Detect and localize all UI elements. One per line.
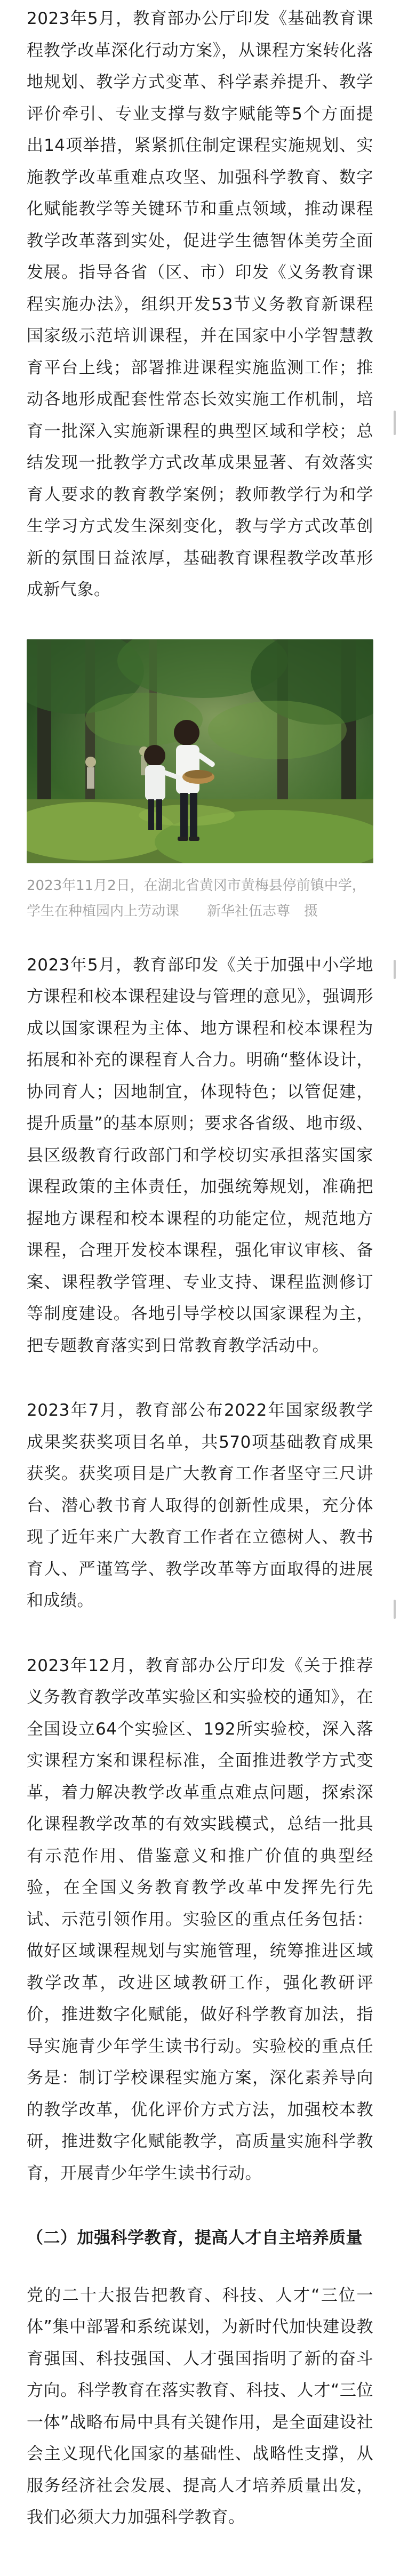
scrollbar-thumb-secondary[interactable] xyxy=(394,960,396,979)
news-photo xyxy=(27,639,373,863)
section-heading-science-education: （二）加强科学教育，提高人才自主培养质量 xyxy=(27,2228,363,2248)
paragraph-science-education: 党的二十大报告把教育、科技、人才“三位一体”集中部署和系统谋划，为新时代加快建设教育强国、科技强国、人才强国指明了新的奋斗方向。科学教育在落实教育、科技、人才“三位一体”战略布局中具有关键作用，是全面建设社会主义现代化国家的基础性、战略性支撑，从服务经济社会发展、提高人才培养质量出发，我们必须大力加强科学教育。 xyxy=(27,2285,373,2527)
photo-caption: 2023年11月2日，在湖北省黄冈市黄梅县停前镇中学，学生在种植园内上劳动课 新华社伍志尊 摄 xyxy=(27,877,366,919)
garden-labor-class-photo xyxy=(27,639,373,863)
paragraph-pilot-zones-schools: 2023年12月，教育部办公厅印发《关于推荐义务教育教学改革实验区和实验校的通知》，在全国设立64个实验区、192所实验校，深入落实课程方案和课程标准，全面推进教学方式变革，着力解决教学改革重点难点问题，探索深化课程教学改革的有效实践模式，总结一批具有示范作用、借鉴意义和推广价值的典型经验，在全国义务教育教学改革中发挥先行先试、示范引领作用。实验区的重点任务包括：做好区域课程规划与实施管理，统筹推进区域教学改革，改进区域教研工作，强化教研评价，推进数字化赋能，做好科学教育加法，指导实施青少年学生读书行动。实验校的重点任务是：制订学校课程实施方案，深化素养导向的教学改革，优化评价方式方法，加强校本教研，推进数字化赋能教学，高质量实施科学教育，开展青少年学生读书行动。 xyxy=(27,1656,373,2183)
news-photo-figure xyxy=(27,639,373,924)
paragraph-local-school-curriculum: 2023年5月，教育部印发《关于加强中小学地方课程和校本课程建设与管理的意见》，强调形成以国家课程为主体、地方课程和校本课程为拓展和补充的课程育人合力。明确“整体设计，协同育人；因地制宜，体现特色；以管促建，提升质量”的基本原则；要求各省级、地市级、县区级教育行政部门和学校切实承担落实国家课程政策的主体责任，加强统筹规划，准确把握地方课程和校本课程的功能定位，规范地方课程，合理开发校本课程，强化审议审核、备案、课程教学管理、专业支持、课程监测修订等制度建设。各地引导学校以国家课程为主，把专题教育落实到日常教育教学活动中。 xyxy=(27,955,373,1355)
paragraph-teaching-achievement-awards: 2023年7月，教育部公布2022年国家级教学成果奖获奖项目名单，共570项基础教育成果获奖。获奖项目是广大教育工作者坚守三尺讲台、潜心教书育人取得的创新性成果，充分体现了近年来广大教育工作者在立德树人、教书育人、严谨笃学、教学改革等方面取得的进展和成绩。 xyxy=(27,1401,373,1610)
scrollbar-thumb-tertiary[interactable] xyxy=(394,1600,396,1619)
scrollbar-thumb[interactable] xyxy=(394,411,396,435)
paragraph-curriculum-reform-plan: 2023年5月，教育部办公厅印发《基础教育课程教学改革深化行动方案》，从课程方案转化落地规划、教学方式变革、科学素养提升、教学评价牵引、专业支撑与数字赋能等5个方面提出14项举措，紧紧抓住制定课程实施规划、实施教学改革重难点攻坚、加强科学教育、数字化赋能教学等关键环节和重点领域，推动课程教学改革落到实处，促进学生德智体美劳全面发展。指导各省（区、市）印发《义务教育课程实施办法》，组织开发53节义务教育新课程国家级示范培训课程，并在国家中小学智慧教育平台上线；部署推进课程实施监测工作；推动各地形成配套性常态长效实施工作机制，培育一批深入实施新课程的典型区域和学校；总结发现一批教学方式改革成果显著、有效落实育人要求的教育教学案例；教师教学行为和学生学习方式发生深刻变化，教与学方式改革创新的氛围日益浓厚，基础教育课程教学改革形成新气象。 xyxy=(27,9,373,599)
